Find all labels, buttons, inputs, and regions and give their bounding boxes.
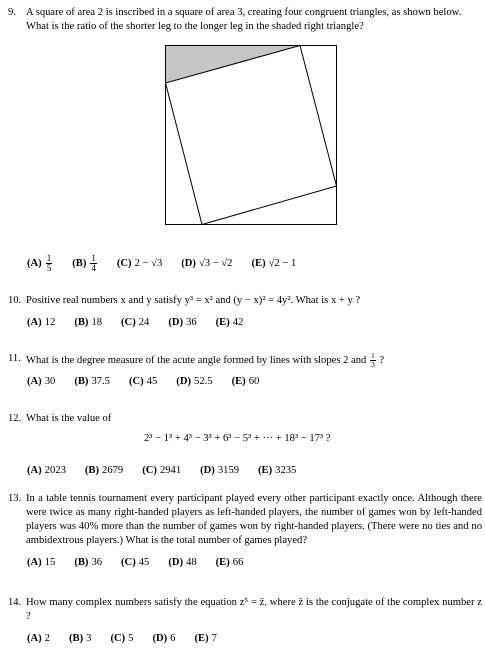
question-number: 10. (8, 295, 22, 306)
q9-choices (8, 254, 482, 274)
question-number: 9. (8, 7, 16, 18)
question-12 (8, 412, 482, 478)
choice-c[interactable]: (C) 24 (121, 316, 150, 328)
question-10 (8, 294, 482, 330)
choice-d[interactable]: (D) 52.5 (176, 375, 213, 387)
choice-d[interactable]: (D) 36 (168, 316, 197, 328)
q10-choices (27, 316, 482, 330)
question-number: 12. (8, 413, 22, 424)
question-number: 11. (8, 353, 21, 364)
choice-c[interactable]: (C) 2941 (142, 464, 182, 476)
choice-e[interactable]: (E) 7 (194, 632, 217, 644)
choice-d[interactable]: (D) √3 − √2 (181, 257, 233, 269)
choice-b[interactable]: (B) $\frac{1}{4}$ (72, 253, 96, 274)
question-11 (8, 352, 482, 389)
question-text: Positive real numbers x and y satisfy y³ = x² and (y − x)² = 4y². What is x + y ? (26, 295, 361, 306)
choice-e[interactable]: (E) 3235 (258, 464, 297, 476)
choice-c[interactable]: (C) 45 (128, 375, 158, 387)
choice-c[interactable]: (C) 2 − √3 (116, 257, 163, 269)
question-number: 14. (8, 597, 22, 608)
question-number: 13. (8, 493, 22, 504)
choice-c[interactable]: (C) 5 (110, 632, 134, 644)
choice-a[interactable]: (A) 12 (27, 316, 56, 328)
q11-choices (27, 375, 482, 389)
question-text: How many complex numbers satisfy the equation z⁵ = z̄, where z̄ is the conjugate of the complex number z ? (26, 597, 482, 622)
choice-b[interactable]: (B) 18 (74, 316, 103, 328)
choice-d[interactable]: (D) 48 (168, 556, 197, 568)
q12-choices (27, 464, 482, 478)
choice-e[interactable]: (E) 66 (215, 556, 244, 568)
choice-b[interactable]: (B) 3 (69, 632, 92, 644)
choice-d[interactable]: (D) 6 (152, 632, 176, 644)
choice-b[interactable]: (B) 36 (74, 556, 103, 568)
q13-choices (27, 556, 482, 570)
choice-e[interactable]: (E) 42 (215, 316, 244, 328)
choice-e[interactable]: (E) √2 − 1 (251, 257, 297, 269)
question-text: What is the value of (26, 413, 112, 424)
choice-a[interactable]: (A) $\frac{1}{5}$ (27, 253, 52, 274)
q9-figure (165, 45, 337, 225)
choice-e[interactable]: (E) 60 (231, 375, 260, 387)
choice-a[interactable]: (A) 2023 (27, 464, 66, 476)
choice-a[interactable]: (A) 2 (27, 632, 51, 644)
choice-a[interactable]: (A) 30 (27, 375, 56, 387)
question-text: A square of area 2 is inscribed in a square of area 3, creating four congruent triangles, as shown below. What is the ratio of the shorter leg to the longer leg in the shaded right triangle? (26, 7, 462, 32)
q12-expression: 2³ − 1³ + 4³ − 3³ + 6³ − 5³ + ··· + 18³ − 17³ ? (144, 432, 331, 444)
choice-c[interactable]: (C) 45 (121, 556, 150, 568)
question-13 (8, 492, 482, 570)
q14-choices (27, 632, 482, 646)
choice-b[interactable]: (B) 2679 (84, 464, 124, 476)
question-14 (8, 596, 482, 646)
question-text: What is the degree measure of the acute angle formed by lines with slopes 2 and $\frac{1}{3}$ ? (26, 351, 385, 369)
question-text: In a table tennis tournament every participant played every other participant exactly once. Although there were twice as many right-handed players as left-handed players, the number of games won by left-handed players was 40% more than the number of games won by right-handed players. (There were no ties and no ambidextrous players.) What is the total number of games played? (26, 493, 482, 546)
choice-b[interactable]: (B) 37.5 (74, 375, 110, 387)
choice-d[interactable]: (D) 3159 (200, 464, 240, 476)
question-9 (8, 6, 482, 34)
choice-a[interactable]: (A) 15 (27, 556, 56, 568)
